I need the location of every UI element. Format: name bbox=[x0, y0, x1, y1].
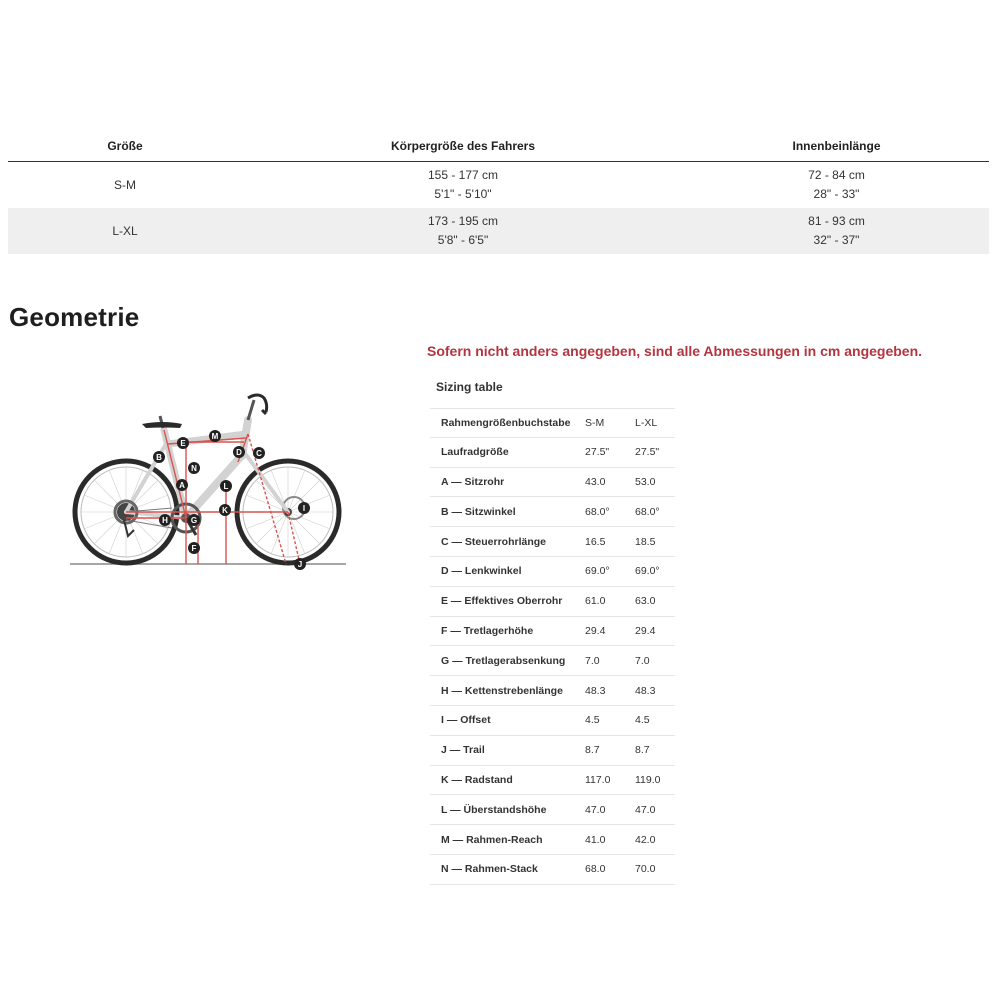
geometry-label: B — Sitzwinkel bbox=[441, 505, 516, 518]
value-sm: 29.4 bbox=[585, 624, 606, 637]
marker-j bbox=[294, 558, 306, 570]
marker-k bbox=[219, 504, 231, 516]
rider-height-cm: 173 - 195 cm bbox=[427, 214, 499, 228]
svg-text:K: K bbox=[222, 506, 228, 515]
value-lxl: 4.5 bbox=[635, 714, 650, 727]
value-lxl: 29.4 bbox=[635, 624, 656, 637]
geometry-label: G — Tretlagerabsenkung bbox=[441, 654, 566, 667]
geometry-row bbox=[430, 736, 675, 766]
value-sm: 48.3 bbox=[585, 684, 606, 697]
geometry-label: L — Überstandshöhe bbox=[441, 803, 547, 816]
geometry-title: Geometrie bbox=[9, 302, 140, 332]
svg-text:D: D bbox=[236, 448, 242, 457]
value-sm: 69.0° bbox=[585, 565, 610, 578]
value-lxl: 8.7 bbox=[635, 744, 650, 757]
marker-m bbox=[209, 430, 221, 442]
geometry-label: C — Steuerrohrlänge bbox=[441, 535, 547, 548]
value-sm: 61.0 bbox=[585, 595, 606, 608]
svg-text:H: H bbox=[162, 516, 168, 525]
rider-height-cell bbox=[242, 166, 684, 204]
inseam-in: 32" - 37" bbox=[813, 233, 860, 247]
bike-geometry-diagram bbox=[68, 390, 352, 576]
value-lxl: 42.0 bbox=[635, 833, 656, 846]
value-sm: 7.0 bbox=[585, 654, 600, 667]
value-sm: 27.5" bbox=[585, 446, 610, 459]
inseam-in: 28" - 33" bbox=[813, 187, 860, 201]
svg-text:G: G bbox=[190, 516, 198, 525]
size-table bbox=[8, 130, 989, 254]
geometry-row bbox=[430, 646, 675, 676]
geometry-label: D — Lenkwinkel bbox=[441, 565, 522, 578]
svg-text:L: L bbox=[223, 482, 229, 491]
marker-d bbox=[233, 446, 245, 458]
marker-g bbox=[188, 514, 200, 526]
geometry-row bbox=[430, 706, 675, 736]
svg-text:M: M bbox=[211, 432, 219, 441]
geometry-row bbox=[430, 825, 675, 855]
geometry-label: K — Radstand bbox=[441, 773, 513, 786]
geometry-label: F — Tretlagerhöhe bbox=[441, 624, 534, 637]
value-lxl: 63.0 bbox=[635, 595, 656, 608]
marker-l bbox=[220, 480, 232, 492]
marker-i bbox=[298, 502, 310, 514]
value-sm: 47.0 bbox=[585, 803, 606, 816]
value-sm: 4.5 bbox=[585, 714, 600, 727]
geometry-label: N — Rahmen-Stack bbox=[441, 863, 538, 876]
value-lxl: 53.0 bbox=[635, 475, 656, 488]
geometry-row bbox=[430, 527, 675, 557]
geometry-row bbox=[430, 795, 675, 825]
inseam-cm: 72 - 84 cm bbox=[808, 168, 865, 182]
inseam-cm: 81 - 93 cm bbox=[808, 214, 865, 228]
rider-height-cell bbox=[242, 212, 684, 250]
svg-text:I: I bbox=[302, 504, 306, 513]
geometry-label: Laufradgröße bbox=[441, 446, 509, 459]
value-sm: 16.5 bbox=[585, 535, 606, 548]
header-inseam: Innenbeinlänge bbox=[792, 138, 881, 153]
value-lxl: L-XL bbox=[635, 416, 658, 429]
rider-height-in: 5'8" - 6'5" bbox=[437, 233, 489, 247]
value-sm: S-M bbox=[585, 416, 605, 429]
value-lxl: 27.5" bbox=[635, 446, 660, 459]
geometry-label: A — Sitzrohr bbox=[441, 475, 505, 488]
rider-height-cm: 155 - 177 cm bbox=[427, 168, 499, 182]
size-row-sm bbox=[8, 162, 989, 208]
value-lxl: 47.0 bbox=[635, 803, 656, 816]
geometry-label: J — Trail bbox=[441, 744, 485, 757]
sizing-table-caption: Sizing table bbox=[436, 380, 503, 394]
value-sm: 68.0 bbox=[585, 863, 606, 876]
svg-text:A: A bbox=[179, 481, 185, 490]
marker-e bbox=[177, 437, 189, 449]
value-lxl: 18.5 bbox=[635, 535, 656, 548]
svg-text:N: N bbox=[191, 464, 197, 473]
inseam-cell bbox=[684, 212, 989, 250]
geometry-row bbox=[430, 408, 675, 438]
geometry-row bbox=[430, 855, 675, 885]
geometry-row bbox=[430, 676, 675, 706]
value-lxl: 68.0° bbox=[635, 505, 660, 518]
marker-f bbox=[188, 542, 200, 554]
value-sm: 117.0 bbox=[585, 773, 611, 786]
geometry-label: Rahmengrößenbuchstabe bbox=[441, 416, 571, 429]
size-value: L-XL bbox=[112, 224, 138, 238]
size-table-header bbox=[8, 130, 989, 162]
geometry-label: E — Effektives Oberrohr bbox=[441, 595, 563, 608]
geometry-label: H — Kettenstrebenlänge bbox=[441, 684, 563, 697]
value-lxl: 70.0 bbox=[635, 863, 656, 876]
value-lxl: 119.0 bbox=[635, 773, 661, 786]
header-rider-height: Körpergröße des Fahrers bbox=[390, 138, 536, 153]
svg-text:F: F bbox=[191, 544, 197, 553]
measurement-lines bbox=[126, 430, 300, 564]
geometry-row bbox=[430, 617, 675, 647]
geometry-table bbox=[430, 408, 675, 885]
geometry-row bbox=[430, 438, 675, 468]
geometry-label: I — Offset bbox=[441, 714, 491, 727]
header-size: Größe bbox=[107, 138, 143, 153]
geometry-row bbox=[430, 497, 675, 527]
value-sm: 8.7 bbox=[585, 744, 600, 757]
svg-text:B: B bbox=[156, 453, 162, 462]
value-sm: 41.0 bbox=[585, 833, 606, 846]
geometry-label: M — Rahmen-Reach bbox=[441, 833, 543, 846]
value-sm: 68.0° bbox=[585, 505, 610, 518]
size-row-lxl bbox=[8, 208, 989, 254]
size-value: S-M bbox=[114, 178, 136, 192]
geometry-row bbox=[430, 468, 675, 498]
inseam-cell bbox=[684, 166, 989, 204]
svg-text:J: J bbox=[297, 560, 303, 569]
rider-height-in: 5'1" - 5'10" bbox=[434, 187, 492, 201]
marker-a bbox=[176, 479, 188, 491]
svg-text:E: E bbox=[180, 439, 186, 448]
value-lxl: 7.0 bbox=[635, 654, 650, 667]
value-lxl: 48.3 bbox=[635, 684, 656, 697]
geometry-row bbox=[430, 587, 675, 617]
geometry-row bbox=[430, 557, 675, 587]
geometry-row bbox=[430, 766, 675, 796]
value-sm: 43.0 bbox=[585, 475, 606, 488]
marker-h bbox=[159, 514, 171, 526]
marker-b bbox=[153, 451, 165, 463]
marker-n bbox=[188, 462, 200, 474]
svg-text:C: C bbox=[256, 449, 262, 458]
value-lxl: 69.0° bbox=[635, 565, 660, 578]
units-note: Sofern nicht anders angegeben, sind alle Abmessungen in cm angegeben. bbox=[427, 343, 923, 359]
marker-c bbox=[253, 447, 265, 459]
